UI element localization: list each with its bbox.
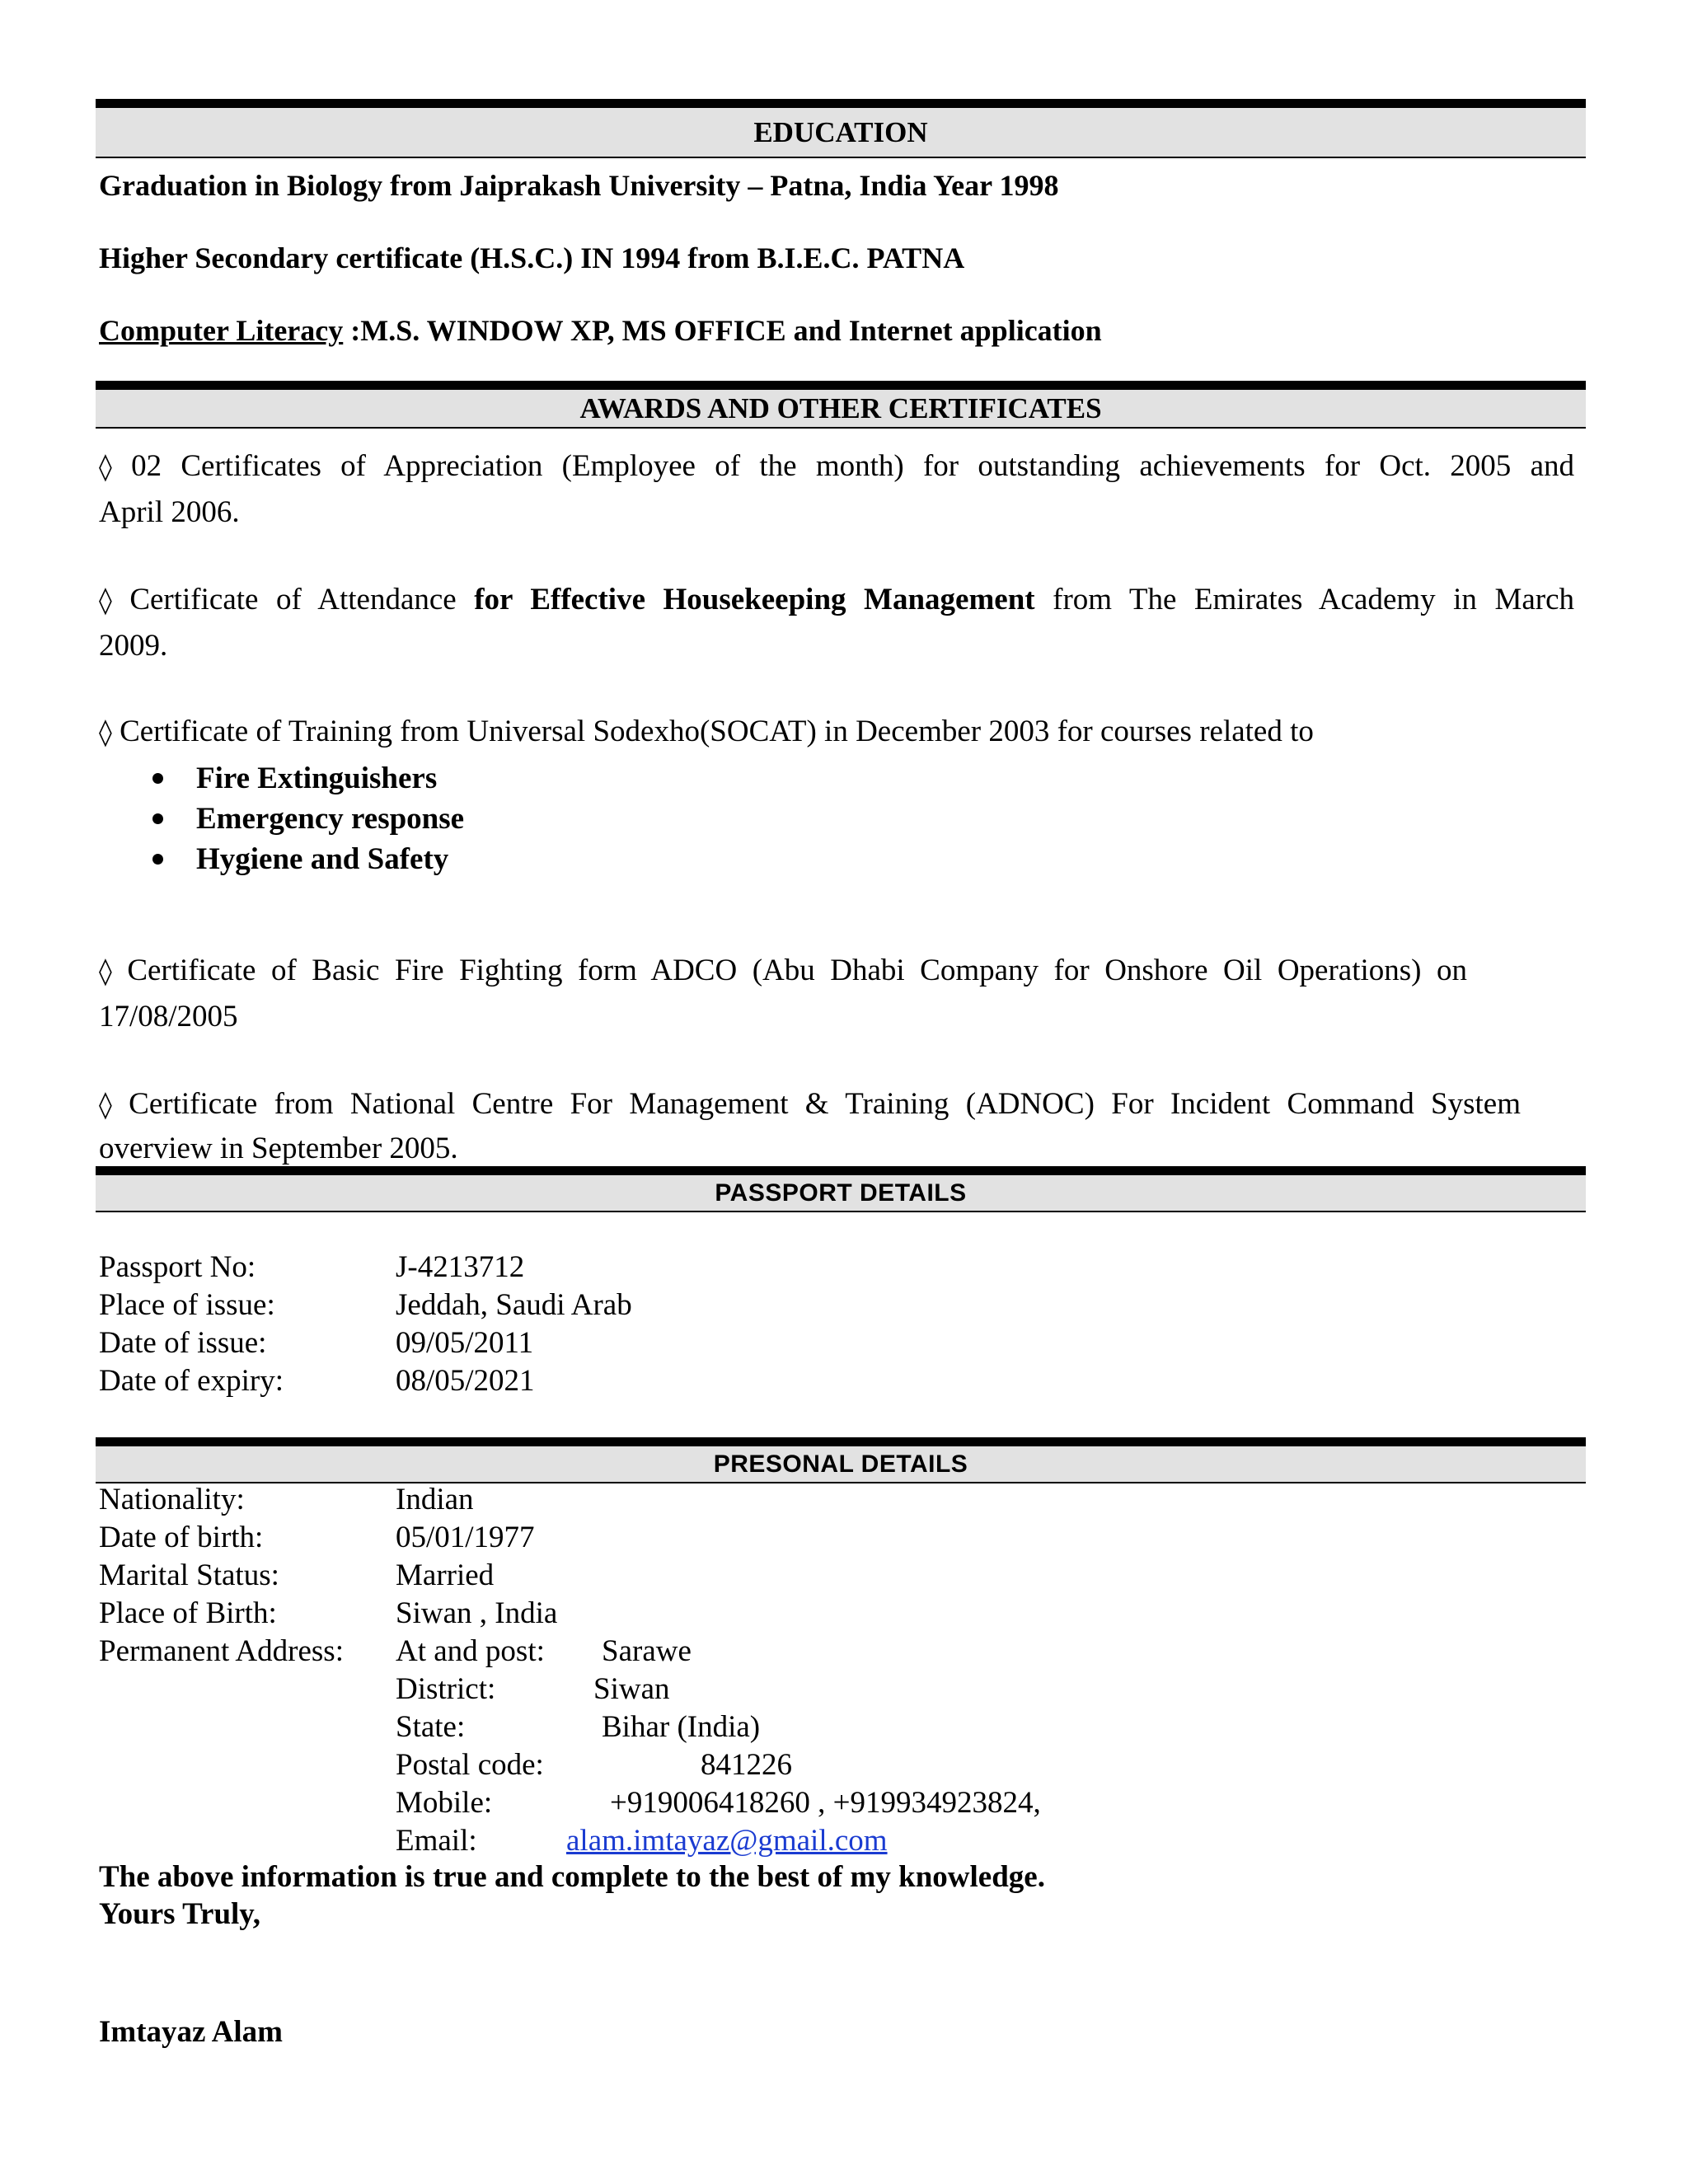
award-item-1 [99,443,1574,535]
award-2-post: from The Emirates Academy in March [1034,583,1575,616]
education-heading-text: EDUCATION [753,115,928,148]
address-row: Permanent Address: At and post: Sarawe [99,1634,692,1668]
email-link[interactable]: alam.imtayaz@gmail.com [566,1824,888,1858]
award-item-2 [99,577,1574,668]
list-item: Emergency response [152,799,464,839]
training-courses-list [152,758,464,879]
personal-heading-text: PRESONAL DETAILS [713,1450,968,1478]
award-5-line-2: overview in September 2005. [99,1132,458,1165]
yours-truly: Yours Truly, [99,1897,261,1931]
award-1-line-1: 02 Certificates of Appreciation (Employee of the month) for outstanding achievements for Oct. 2005 and [131,449,1575,483]
computer-literacy-label: Computer Literacy [99,314,344,347]
personal-heading [96,1437,1586,1483]
passport-row: Date of issue: 09/05/2011 [99,1326,534,1360]
award-item-3 [99,714,1314,749]
passport-row: Passport No: J-4213712 [99,1250,525,1284]
award-item-4 [99,948,1574,1039]
declaration: The above information is true and complete to the best of my knowledge. [99,1860,1045,1894]
personal-details [99,1481,1041,1860]
bullet-icon [152,813,163,824]
awards-heading [96,381,1586,429]
passport-row: Date of expiry: 08/05/2021 [99,1364,535,1398]
list-item: Hygiene and Safety [152,839,464,879]
address-row: Mobile: +919006418260 , +919934923824, [396,1786,1041,1820]
diamond-icon: ◊ [99,584,112,616]
address-row: State: Bihar (India) [396,1710,761,1744]
passport-details [99,1249,632,1400]
address-row: Postal code: 841226 [396,1748,792,1782]
education-heading [96,99,1586,158]
award-2-bold: for Effective Housekeeping Management [474,583,1035,616]
address-row: Email: alam.imtayaz@gmail.com [99,1822,1041,1860]
award-3-text: Certificate of Training from Universal Sodexho(SOCAT) in December 2003 for courses related to [120,715,1314,748]
passport-heading-text: PASSPORT DETAILS [715,1179,967,1207]
award-1-line-2: April 2006. [99,495,240,529]
award-4-line-2: 17/08/2005 [99,1000,238,1033]
signature-name: Imtayaz Alam [99,2015,283,2049]
personal-row: Nationality: Indian [99,1483,474,1516]
award-2-pre: Certificate of Attendance [129,583,475,616]
personal-row: Place of Birth: Siwan , India [99,1596,558,1630]
computer-literacy-line [99,313,1102,348]
passport-heading [96,1166,1586,1212]
personal-row: Marital Status: Married [99,1558,495,1592]
bullet-icon [152,854,163,865]
computer-literacy-value: :M.S. WINDOW XP, MS OFFICE and Internet application [343,314,1102,347]
diamond-icon: ◊ [99,716,112,748]
bullet-icon [152,773,163,784]
award-item-5 [99,1082,1574,1170]
award-5-line-1: Certificate from National Centre For Management & Training (ADNOC) For Incident Command System [129,1087,1521,1121]
graduation-line: Graduation in Biology from Jaiprakash University – Patna, India Year 1998 [99,169,1059,202]
hsc-line: Higher Secondary certificate (H.S.C.) IN 1994 from B.I.E.C. PATNA [99,241,965,274]
personal-row: Date of birth: 05/01/1977 [99,1521,535,1554]
diamond-icon: ◊ [99,451,112,482]
award-4-line-1: Certificate of Basic Fire Fighting form ADCO (Abu Dhabi Company for Onshore Oil Operations) on [127,954,1467,987]
list-item: Fire Extinguishers [152,758,464,799]
passport-row: Place of issue: Jeddah, Saudi Arab [99,1288,632,1322]
award-2-line-2: 2009. [99,629,168,663]
diamond-icon: ◊ [99,955,112,987]
diamond-icon: ◊ [99,1089,112,1120]
address-row: District: Siwan [396,1672,670,1706]
awards-heading-text: AWARDS AND OTHER CERTIFICATES [579,391,1102,424]
